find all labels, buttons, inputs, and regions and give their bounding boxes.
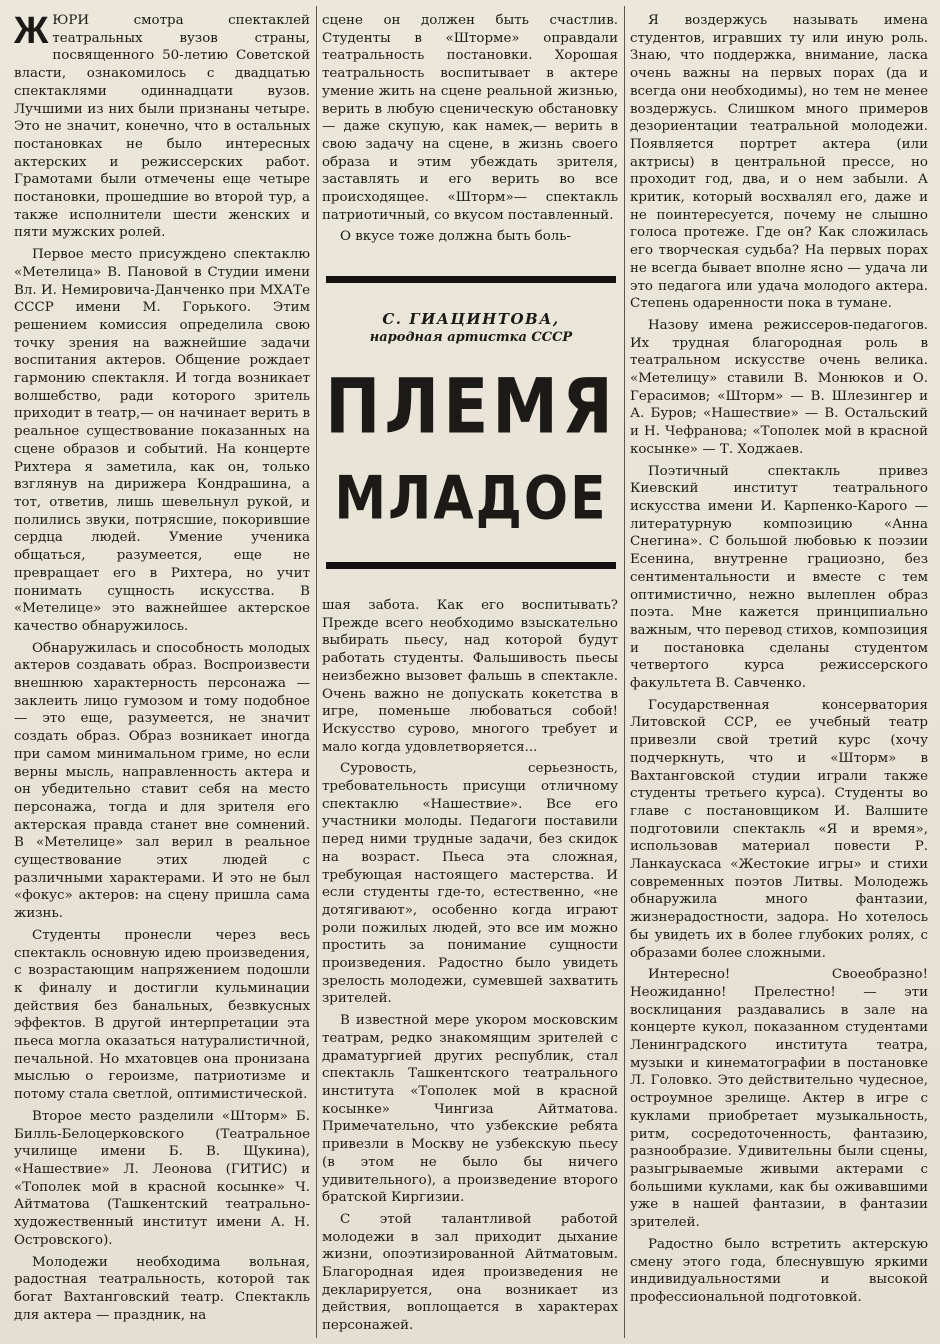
article-column-3: [630, 12, 928, 1311]
author-title: народная артистка СССР: [369, 330, 573, 345]
paragraph: Суровость, серьезность, требовательность присущи отличному спектаклю «Нашествие». Все его участники молоды. Педагоги поставили перед ними трудные задачи, без скидок на возраст. Пьеса эта сложная, требующая настоящего мастерства. И если студенты где-то, естественно, «не дотягивают», особенно когда играют роли пожилых людей, это все им можно простить за понимание сущности произведения. Радостно было увидеть зрелость молодежи, сумевшей захватить зрителей.: [322, 761, 618, 1007]
headline-rule-bottom: [326, 562, 616, 569]
article-column-2-bottom: [322, 597, 618, 1339]
paragraph: ЮРИ смотра спектаклей театральных вузов страны, посвященного 50-летию Советской власти, ознакомилось с двадцатью спектаклями одиннадцати вузов. Лучшими из них были признаны четыре. Это не значит, конечно, что в остальных постановках не было интересных актерских и режиссерских работ. Грамотами были отмечены еще четыре постановки, прошедшие во второй тур, а также исполнители шести женских и пяти мужских ролей.: [14, 13, 310, 241]
article-column-2-top: [322, 12, 618, 250]
headline-block: [322, 268, 620, 586]
article-column-1: [14, 12, 310, 1328]
paragraph: Государственная консерватория Литовской ССР, ее учебный театр привезли свой третий курс (хочу подчеркнуть, что и «Шторм» в Вахтанговской студии играли также студенты третьего курса). Студенты во главе с постановщиком И. Валшите подготовили спектакль «Я и время», использовав материал повести Р. Ланкаускаса «Жестокие игры» и стихи современных поэтов Литвы. Молодежь обнаружила много фантазии, жизнерадостности, задора. Но хотелось бы увидеть их в более глубоких ролях, с образами более сложными.: [630, 697, 928, 961]
paragraph: Интересно! Своеобразно! Неожиданно! Прелестно! — эти восклицания раздавались в зале на концерте кукол, показанном студентами Ленинградского института театра, музыки и кинематографии в постановке Л. Головко. Это действительно чудесное, остроумное зрелище. Актер в игре с куклами приобретает музыкальность, ритм, сосредоточенность, фантазию, разнообразие. Удивительны были сцены, разыгрываемые живыми актерами с большими куклами, как бы оживавшими уже в нашей фантазии, в фантазии зрителей.: [630, 967, 928, 1231]
paragraph: Поэтичный спектакль привез Киевский институт театрального искусства имени И. Карпенко-Карого — литературную композицию «Анна Снегина». С большой любовью к поэзии Есенина, внутренне грациозно, без сентиментальности и вместе с тем оптимистично, нежно вылеплен образ поэта. Мне кажется принципиально важным, что перевод стихов, композиция и постановка сделаны студентом четвертого курса режиссерского факультета В. Савченко.: [630, 463, 928, 692]
paragraph: Второе место разделили «Шторм» Б. Билль-Белоцерковского (Театральное училище имени Б. В. Щукина), «Нашествие» Л. Леонова (ГИТИС) и «Тополек мой в красной косынке» Ч. Айтматова (Ташкентский театрально-художественный институт имени А. Н. Островского).: [14, 1108, 310, 1248]
paragraph: Обнаружилась и способность молодых актеров создавать образ. Воспроизвести внешнюю характерность персонажа — заклеить лицо гумозом и тому подобное — это еще, разумеется, не значит создать образ. Образ возникает иногда при самом минимальном гриме, но если верны мысль, направленность актера и он убедительно ставит себя на место персонажа, тогда и для зрителя его актерская правда станет вне сомнений. В «Метелице» зал верил в реальное существование этих людей с различными характерами. И это не был «фокус» актеров: на сцену пришла сама жизнь.: [14, 640, 310, 922]
author-name: С. ГИАЦИНТОВА,: [382, 310, 560, 328]
paragraph: шая забота. Как его воспитывать? Прежде всего необходимо взыскательно выбирать пьесу, над которой будут работать студенты. Фальшивость пьесы неизбежно вызовет фальшь в спектакле. Очень важно не допускать кокетства в игре, поменьше любоваться собой! Искусство сурово, многого требует и мало когда удовлетворяется...: [322, 598, 618, 755]
headline-title-line-2: МЛАДОЕ: [334, 464, 608, 534]
paragraph: Первое место присуждено спектаклю «Метелица» В. Пановой в Студии имени Вл. И. Немировича-Данченко при МХАТе СССР имени М. Горького. Этим решением комиссия определила свою точку зрения на важнейшие задачи воспитания актеров. Общение рождает гармонию спектакля. И тогда возникает волшебство, ради которого зритель приходит в театр,— он начинает верить в реальное существование показанных на сцене образов и событий. На концерте Рихтера я заметила, как он, только взглянув на дирижера Кондрашина, а тот, ответив, лишь шевельнул рукой, и полились звуки, потрясшие, покорившие сердца людей. Умение ученика общаться, разумеется, еще не превращает его в Рихтера, но учит понимать сущность искусства. В «Метелице» это важнейшее актерское качество обнаружилось.: [14, 247, 310, 634]
paragraph: Студенты пронесли через весь спектакль основную идею произведения, с возрастающим напряжением подошли к финалу и достигли кульминации действия без банальных, безвкусных эффектов. В другой интерпретации эта пьеса могла оказаться натуралистичной, печальной. Но мхатовцев она пронизана мыслью о героизме, патриотизме и потому стала светлой, оптимистической.: [14, 927, 310, 1103]
headline-title-line-1: ПЛЕМЯ: [325, 362, 617, 451]
paragraph: Радостно было встретить актерскую смену этого года, блеснувшую яркими индивидуальностями и высокой профессиональной подготовкой.: [630, 1236, 928, 1305]
column-divider: [316, 6, 317, 1338]
headline-rule-top: [326, 276, 616, 283]
paragraph: О вкусе тоже должна быть боль-: [340, 229, 572, 245]
column-divider: [624, 6, 625, 1338]
paragraph: С этой талантливой работой молодежи в зал приходит дыхание жизни, опоэтизированной Айтматовым. Благородная идея произведения не декларируется, она возникает из действия, воплощается в характерах персонажей.: [322, 1211, 618, 1334]
paragraph: сцене он должен быть счастлив. Студенты в «Шторме» оправдали театральность постановки. Хорошая театральность воспитывает в актере умение жить на сцене реальной жизнью, верить в любую сценическую обстановку — даже скупую, как намек,— верить в свою задачу на сцене, в жизнь своего образа и этим убеждать зрителя, заставлять и его верить во все происходящее. «Шторм»— спектакль патриотичный, со вкусом поставленный.: [322, 13, 618, 223]
paragraph: Назову имена режиссеров-педагогов. Их трудная благородная роль в театральном искусстве очень велика. «Метелицу» ставили В. Монюков и О. Герасимов; «Шторм» — В. Шлезингер и А. Буров; «Нашествие» — В. Остальский и Н. Чефранова; «Тополек мой в красной косынке» — Т. Ходжаев.: [630, 317, 928, 457]
paragraph: В известной мере укором московским театрам, редко знакомящим зрителей с драматургией других республик, стал спектакль Ташкентского театрального института «Тополек мой в красной косынке» Чингиза Айтматова. Примечательно, что узбекские ребята привезли в Москву не узбекскую пьесу (в этом не было бы ничего удивительного), а произведение второго братской Киргизии.: [322, 1013, 618, 1206]
drop-cap: Ж: [14, 10, 49, 52]
paragraph: Молодежи необходима вольная, радостная театральность, которой так богат Вахтанговский театр. Спектакль для актера — праздник, на: [14, 1254, 310, 1323]
paragraph: Я воздержусь называть имена студентов, игравших ту или иную роль. Знаю, что поддержка, внимание, ласка очень важны на первых порах (да и всегда они необходимы), но тем не менее воздержусь. Слишком много примеров дезориентации театральной молодежи. Появляется портрет актера (или актрисы) в центральной прессе, но проходит год, два, и о нем забыли. А критик, который восхвалял его, даже и не поинтересуется, почему не слышно голоса протеже. Где он? Как сложилась его творческая судьба? На первых порах не всегда бывает вполне ясно — удача ли это педагога или удача молодого актера. Степень одаренности пока в тумане.: [630, 13, 928, 312]
